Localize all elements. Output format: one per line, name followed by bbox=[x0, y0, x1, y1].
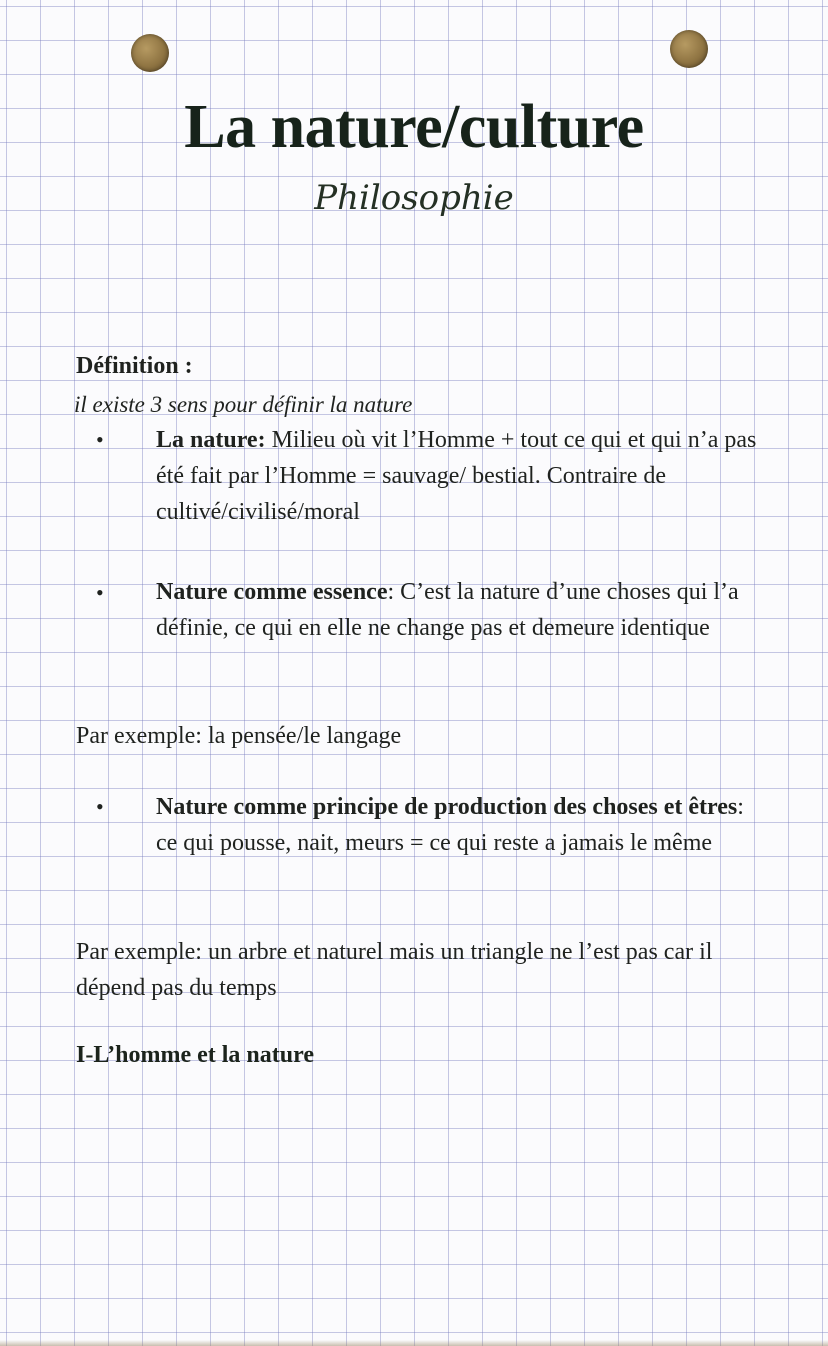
page-title: La nature/culture bbox=[184, 93, 644, 161]
definition-intro: il existe 3 sens pour définir la nature bbox=[74, 392, 413, 417]
bullet-icon: • bbox=[96, 427, 104, 452]
sense-term: Nature comme essence bbox=[156, 579, 388, 605]
sense-text: Milieu où vit l’Homme + tout ce qui et qui n’a pas été fait par l’Homme = sauvage/ bestial. Contraire de cultivé/civilisé/moral bbox=[156, 427, 757, 525]
sense-term: Nature comme principe de production des choses et êtres bbox=[156, 794, 738, 820]
bullet-icon: • bbox=[96, 580, 104, 605]
subject-subtitle: Philosophie bbox=[314, 178, 514, 218]
sense-item-1 bbox=[156, 422, 766, 530]
bullet-icon: • bbox=[96, 794, 104, 819]
definition-heading: Définition : bbox=[76, 353, 193, 379]
sense-item-3 bbox=[156, 789, 766, 861]
binder-hole-right bbox=[670, 30, 708, 68]
binder-hole-left bbox=[131, 34, 169, 72]
section-heading: I-L’homme et la nature bbox=[76, 1042, 314, 1068]
example-1: Par exemple: la pensée/le langage bbox=[76, 723, 402, 749]
sense-text: : C’est la nature d’une choses qui l’a définie, ce qui en elle ne change pas et demeure identique bbox=[156, 579, 739, 641]
sense-item-2 bbox=[156, 574, 766, 646]
example-2: Par exemple: un arbre et naturel mais un triangle ne l’est pas car il dépend pas du temps bbox=[76, 939, 713, 1001]
sense-term: La nature: bbox=[156, 427, 266, 453]
sense-text: : ce qui pousse, nait, meurs = ce qui reste a jamais le même bbox=[156, 794, 744, 856]
